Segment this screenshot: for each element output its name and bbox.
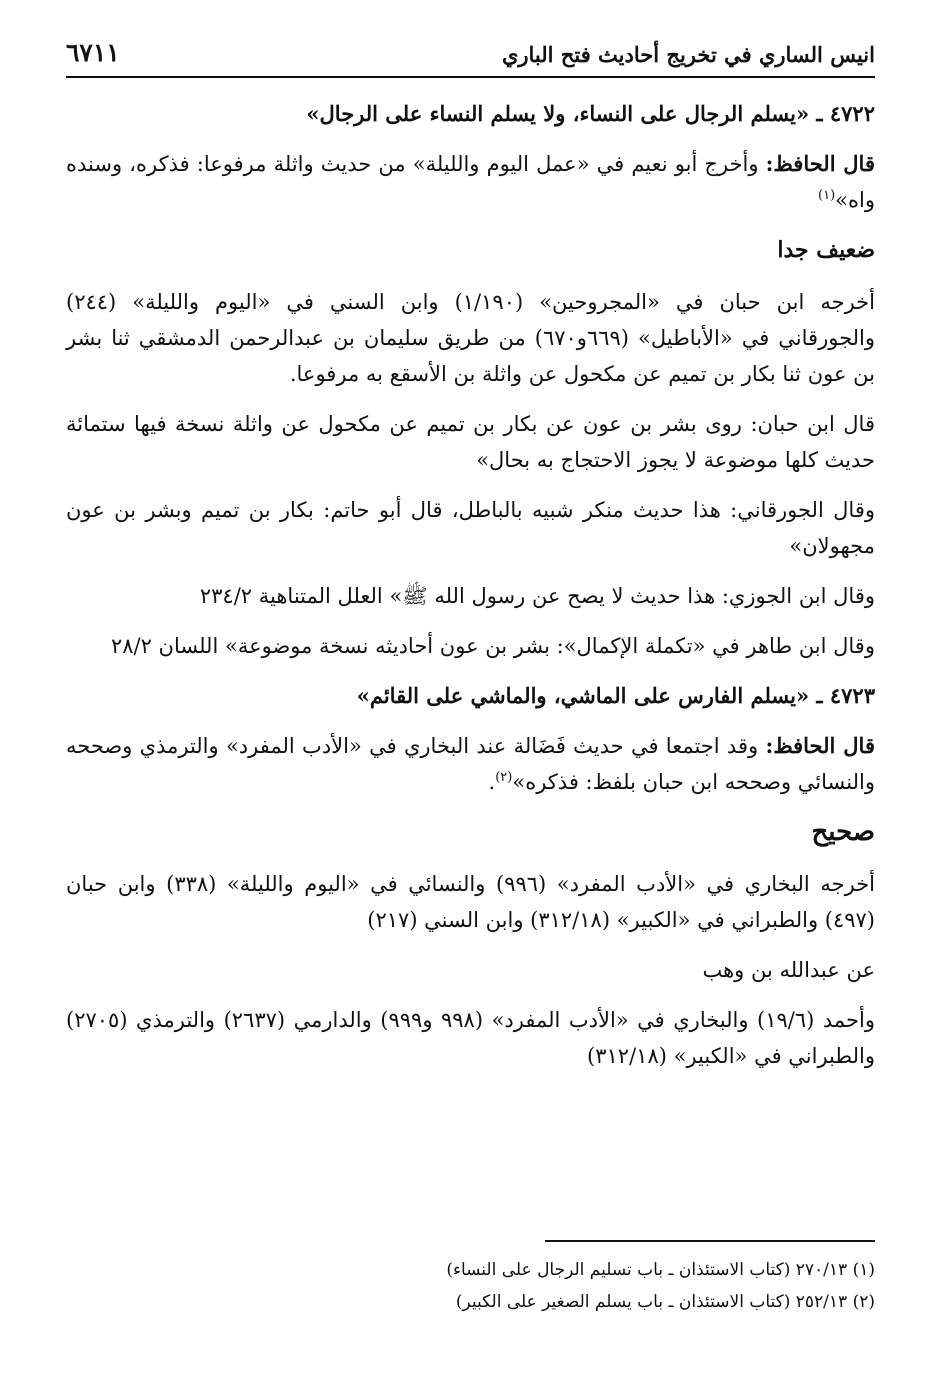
hafiz-text: وأخرج أبو نعيم في «عمل اليوم والليلة» من حديث واثلة مرفوعا: فذكره، وسنده واه» — [66, 152, 875, 212]
hafiz-text: وقد اجتمعا في حديث فَضَالة عند البخاري في «الأدب المفرد» والترمذي وصححه والنسائي وصححه ابن حبان بلفظ: فذكره» — [66, 734, 875, 794]
entry-4722-grade: ضعيف جدا — [777, 237, 875, 263]
entry-4722-takhrij: أخرجه ابن حبان في «المجروحين» (١/١٩٠) وابن السني في «اليوم والليلة» (٢٤٤) والجورقاني في «الأباطيل» (٦٦٩و٦٧٠) من طريق سليمان بن عبدالرحمن الدمشقي ثنا بشر بن عون ثنا بكار بن تميم عن مكحول عن واثلة بن الأسقع به مرفوعا. — [66, 290, 876, 386]
hafiz-label: قال الحافظ: — [765, 151, 875, 176]
footnote-ref-2: (٢) — [495, 770, 513, 785]
running-header — [66, 28, 875, 78]
entry-4722-ibn-hibban: قال ابن حبان: روى بشر بن عون عن بكار بن تميم عن مكحول عن واثلة نسخة فيها ستمائة حديث كلها موضوعة لا يجوز الاحتجاج به بحال» — [66, 412, 875, 472]
entry-4723-ahmad: وأحمد (١٩/٦) والبخاري في «الأدب المفرد» (٩٩٨ و٩٩٩) والدارمي (٢٦٣٧) والترمذي (٢٧٠٥) والطبراني في «الكبير» (٣١٢/١٨) — [66, 1008, 875, 1068]
entry-4723-ibn-wahb: عن عبدالله بن وهب — [702, 958, 875, 982]
running-title: انيس الساري في تخريج أحاديث فتح الباري — [501, 42, 875, 67]
hafiz-text-end: . — [488, 770, 496, 794]
footnote-2: (٢) ٢٥٢/١٣ (كتاب الاستئذان ـ باب يسلم الصغير على الكبير) — [455, 1292, 875, 1312]
entry-4723-grade: صحيح — [811, 817, 875, 847]
entry-4722-jawraqani: وقال الجورقاني: هذا حديث منكر شبيه بالباطل، قال أبو حاتم: بكار بن تميم وبشر بن عون مجهولان» — [66, 498, 875, 558]
entry-4722-hafiz-quote — [66, 146, 875, 218]
entry-4723-hafiz-quote — [66, 728, 875, 800]
entry-4723-takhrij: أخرجه البخاري في «الأدب المفرد» (٩٩٦) والنسائي في «اليوم والليلة» (٣٣٨) وابن حبان (٤٩٧) والطبراني في «الكبير» (٣١٢/١٨) وابن السني (٢١٧) — [66, 872, 875, 932]
page-number: ٦٧١١ — [66, 38, 120, 67]
entry-4723-heading: ٤٧٢٣ ـ «يسلم الفارس على الماشي، والماشي على القائم» — [356, 683, 875, 708]
entry-4722-ibn-jawzi: وقال ابن الجوزي: هذا حديث لا يصح عن رسول الله ﷺ» العلل المتناهية ٢٣٤/٢ — [199, 584, 875, 608]
hafiz-label: قال الحافظ: — [765, 733, 875, 758]
footnote-ref-1: (١) — [818, 188, 836, 203]
footnote-rule — [545, 1240, 875, 1242]
entry-4722-heading: ٤٧٢٢ ـ «يسلم الرجال على النساء، ولا يسلم النساء على الرجال» — [306, 101, 875, 126]
body-text — [66, 96, 875, 1088]
footnote-1: (١) ٢٧٠/١٣ (كتاب الاستئذان ـ باب تسليم الرجال على النساء) — [446, 1260, 875, 1280]
entry-4722-ibn-tahir: وقال ابن طاهر في «تكملة الإكمال»: بشر بن عون أحاديثه نسخة موضوعة» اللسان ٢٨/٢ — [110, 634, 875, 658]
footnotes — [66, 1240, 875, 1318]
